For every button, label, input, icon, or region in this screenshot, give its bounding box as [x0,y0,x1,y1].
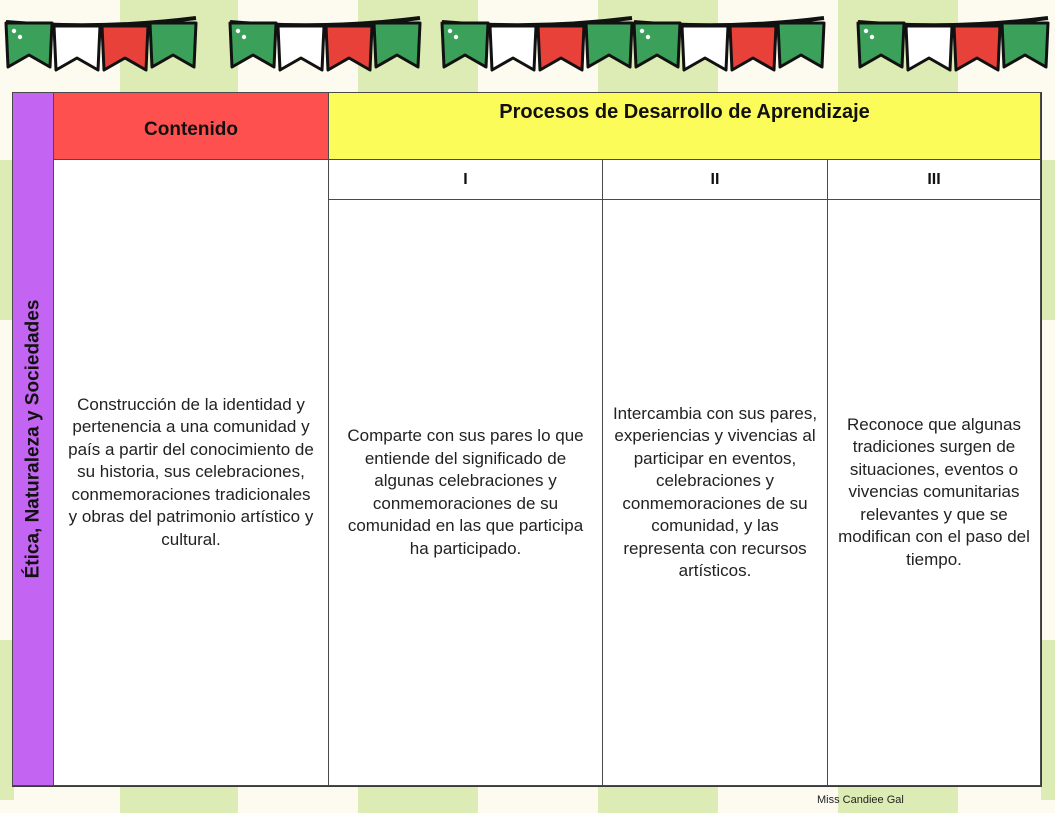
flag-sparkle [12,29,16,33]
subject-cell [12,92,54,786]
papel-picado-flag-white-icon [682,26,728,70]
flag-sparkle [640,29,644,33]
papel-picado-flag-white-icon [54,26,100,70]
papel-picado-flag-red-icon [954,26,1000,70]
background-stripe [1041,640,1055,800]
papel-picado-flag-white-icon [278,26,324,70]
proceso-grade-2: Intercambia con sus pares, experiencias y vivencias al participar en eventos, celebraciones y conmemoraciones de su comunidad, y las representa con recursos artísticos. [602,199,828,786]
papel-picado-flag-red-icon [538,26,584,70]
papel-picado-flag-green-icon [374,23,420,67]
flag-sparkle [454,35,458,39]
flag-sparkle [870,35,874,39]
papel-picado-banner [0,0,1055,80]
curriculum-table [12,92,1042,787]
grade-header-1: I [328,159,603,200]
papel-picado-flag-green-icon [1002,23,1048,67]
grade-header-2: II [602,159,828,200]
grade-header-3: III [827,159,1041,200]
papel-picado-flag-white-icon [490,26,536,70]
flag-sparkle [646,35,650,39]
flag-sparkle [18,35,22,39]
flag-sparkle [236,29,240,33]
contenido-text: Construcción de la identidad y pertenencia a una comunidad y país a partir del conocimiento de su historia, sus celebraciones, conmemoraciones tradicionales y obras del patrimonio artístico y cultural. [53,159,329,786]
papel-picado-flag-red-icon [102,26,148,70]
papel-picado-flag-green-icon [586,23,632,67]
papel-picado-flag-green-icon [778,23,824,67]
papel-picado-flag-red-icon [326,26,372,70]
subject-label: Ética, Naturaleza y Sociedades [22,299,44,579]
header-contenido: Contenido [53,92,329,160]
header-procesos: Procesos de Desarrollo de Aprendizaje [328,92,1041,160]
author-credit: Miss Candiee Gal [817,794,904,806]
proceso-grade-3: Reconoce que algunas tradiciones surgen de situaciones, eventos o vivencias comunitarias relevantes y que se modifican con el paso del tiempo. [827,199,1041,786]
flag-sparkle [242,35,246,39]
papel-picado-flag-white-icon [906,26,952,70]
flag-sparkle [448,29,452,33]
papel-picado-flag-green-icon [150,23,196,67]
papel-picado-flag-red-icon [730,26,776,70]
flag-sparkle [864,29,868,33]
proceso-grade-1: Comparte con sus pares lo que entiende del significado de algunas celebraciones y conmemoraciones de su comunidad en las que participa ha participado. [328,199,603,786]
background-stripe [1041,160,1055,320]
